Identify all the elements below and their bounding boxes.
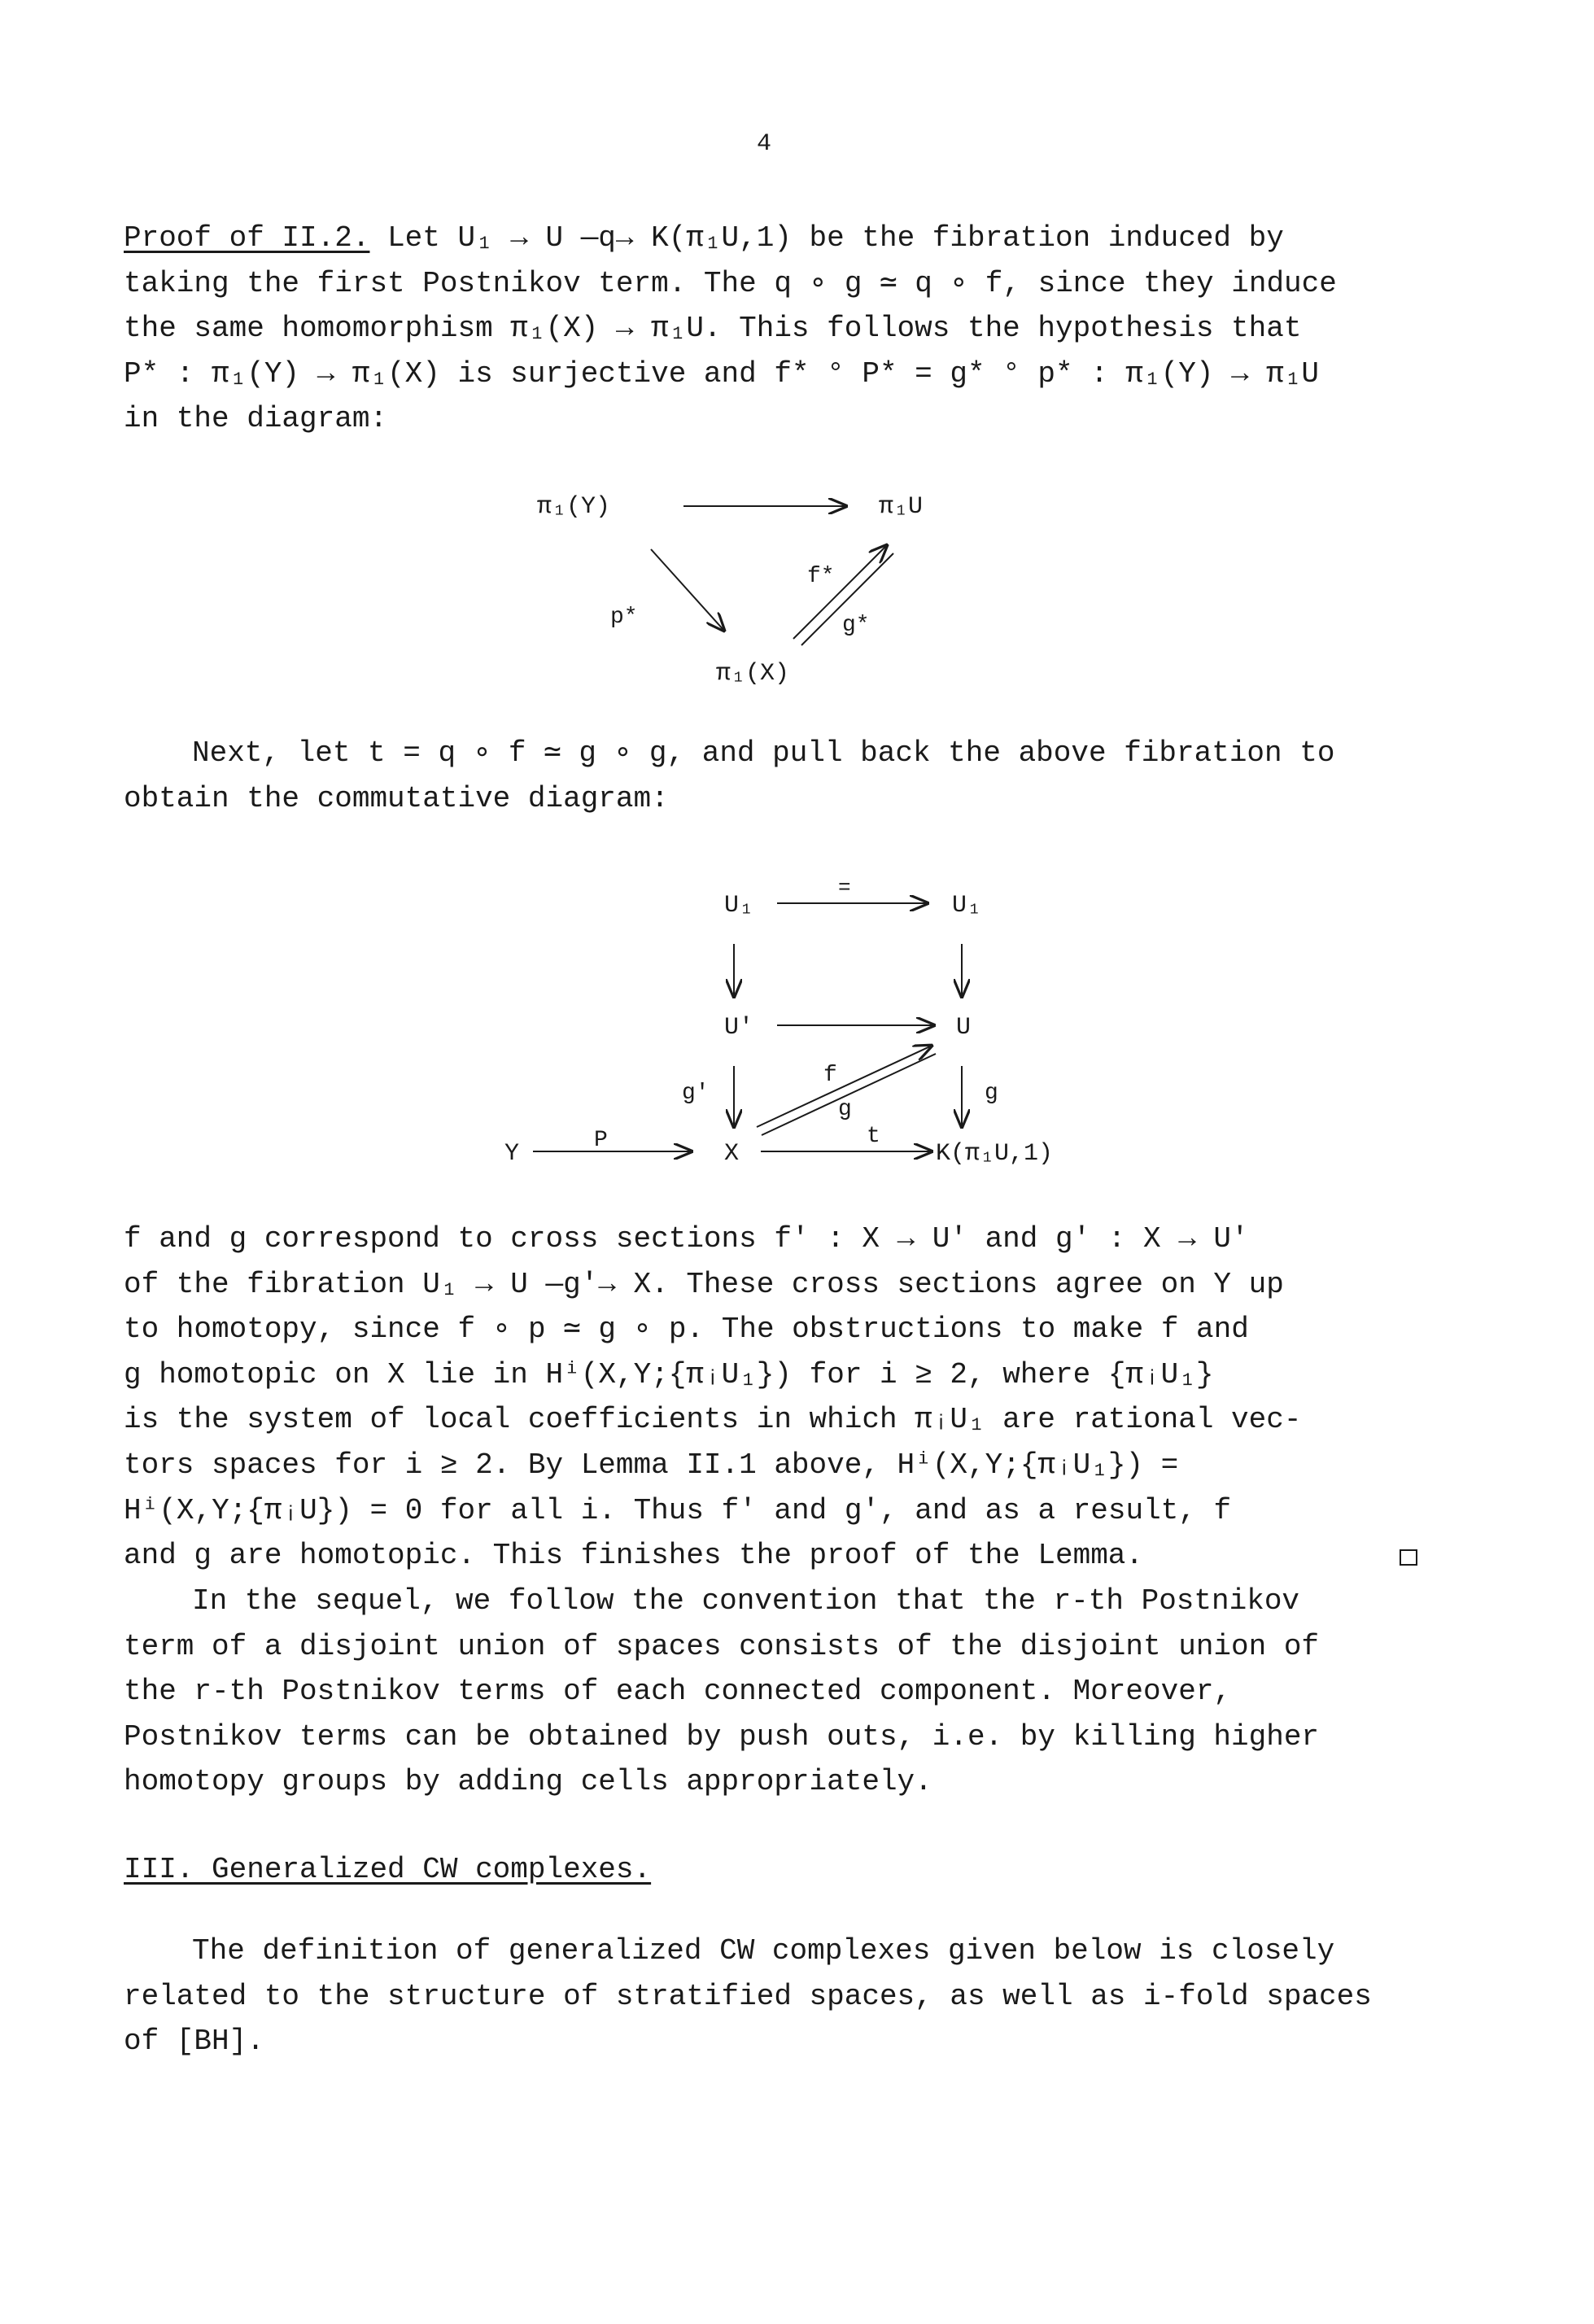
proof-line: in the diagram:: [124, 402, 388, 436]
para5-line: related to the structure of stratified spaces, as well as i-fold spaces: [124, 1979, 1372, 2013]
p-label: P: [594, 1128, 608, 1153]
para5-line: of [BH].: [124, 2025, 264, 2059]
f-star-label: f*: [807, 564, 835, 589]
pullback-commutative-diagram: [488, 871, 1107, 1180]
section-heading: [124, 1847, 1417, 1893]
y-label: Y: [504, 1140, 520, 1168]
pi1-u-label: π₁U: [879, 493, 924, 521]
g-prime-label: g': [682, 1081, 710, 1106]
f-diagonal-label: f: [823, 1063, 837, 1088]
proof-line: the same homomorphism π₁(X) → π₁U. This follows the hypothesis that: [124, 312, 1302, 346]
t-label: t: [867, 1124, 880, 1149]
section-title: III. Generalized CW complexes.: [124, 1853, 652, 1886]
proof-paragraph: [124, 216, 1417, 442]
pi1-x-label: π₁(X): [716, 660, 790, 688]
next-line: obtain the commutative diagram:: [124, 781, 669, 815]
g-label: g: [985, 1081, 998, 1106]
para3-line: of the fibration U₁ → U —g'→ X. These cross sections agree on Y up: [124, 1267, 1284, 1301]
pi1-y-label: π₁(Y): [537, 493, 611, 521]
para4-line: Postnikov terms can be obtained by push outs, i.e. by killing higher: [124, 1719, 1320, 1754]
g-star-label: g*: [842, 613, 870, 638]
generalized-cw-paragraph: [124, 1929, 1417, 2064]
u1-right-label: U₁: [952, 892, 982, 920]
uprime-label: U': [724, 1014, 754, 1042]
u-label: U: [956, 1014, 972, 1042]
proof-line: P* : π₁(Y) → π₁(X) is surjective and f* ° P* = g* ° p* : π₁(Y) → π₁U: [124, 356, 1320, 391]
para4-line: homotopy groups by adding cells appropriately.: [124, 1765, 932, 1799]
postnikov-convention-paragraph: [124, 1579, 1417, 1805]
para3-line: tors spaces for i ≥ 2. By Lemma II.1 above, Hⁱ(X,Y;{πᵢU₁}) =: [124, 1448, 1179, 1482]
para3-line: g homotopic on X lie in Hⁱ(X,Y;{πᵢU₁}) for i ≥ 2, where {πᵢU₁}: [124, 1357, 1214, 1391]
proof-line: taking the first Postnikov term. The q ∘ g ≃ q ∘ f, since they induce: [124, 266, 1337, 300]
para3-line: f and g correspond to cross sections f' : X → U' and g' : X → U': [124, 1222, 1249, 1256]
p-star-label: p*: [610, 605, 638, 630]
para5-line: The definition of generalized CW complexes given below is closely: [192, 1934, 1335, 1968]
next-paragraph: [124, 731, 1417, 821]
para3-line: to homotopy, since f ∘ p ≃ g ∘ p. The obstructions to make f and: [124, 1313, 1249, 1347]
proof-line: Let U₁ → U —q→ K(π₁U,1) be the fibration induced by: [387, 221, 1284, 255]
para3-line: and g are homotopic. This finishes the proof of the Lemma.: [124, 1539, 1144, 1573]
para3-line: is the system of local coefficients in which πᵢU₁ are rational vec-: [124, 1403, 1302, 1437]
para3-line: Hⁱ(X,Y;{πᵢU}) = 0 for all i. Thus f' and g', and as a result, f: [124, 1493, 1232, 1527]
page-number: 4: [757, 130, 772, 158]
next-line: Next, let t = q ∘ f ≃ g ∘ g, and pull back the above fibration to: [192, 736, 1335, 770]
para4-line: In the sequel, we follow the convention that the r-th Postnikov: [192, 1584, 1300, 1618]
cross-sections-paragraph: [124, 1217, 1417, 1579]
f-star-arrow: [793, 545, 887, 639]
u1-left-label: U₁: [724, 892, 754, 920]
homomorphism-triangle-diagram: [521, 472, 976, 716]
equals-label: =: [838, 876, 851, 900]
p-star-arrow: [651, 549, 724, 631]
para4-line: the r-th Postnikov terms of each connected component. Moreover,: [124, 1675, 1232, 1709]
g-diagonal-label: g: [838, 1097, 852, 1122]
qed-square: [1400, 1549, 1417, 1566]
proof-heading: Proof of II.2.: [124, 221, 370, 255]
g-diagonal-arrow: [762, 1054, 936, 1135]
para4-line: term of a disjoint union of spaces consists of the disjoint union of: [124, 1629, 1320, 1663]
k-label: K(π₁U,1): [936, 1140, 1054, 1168]
x-label: X: [724, 1140, 740, 1168]
